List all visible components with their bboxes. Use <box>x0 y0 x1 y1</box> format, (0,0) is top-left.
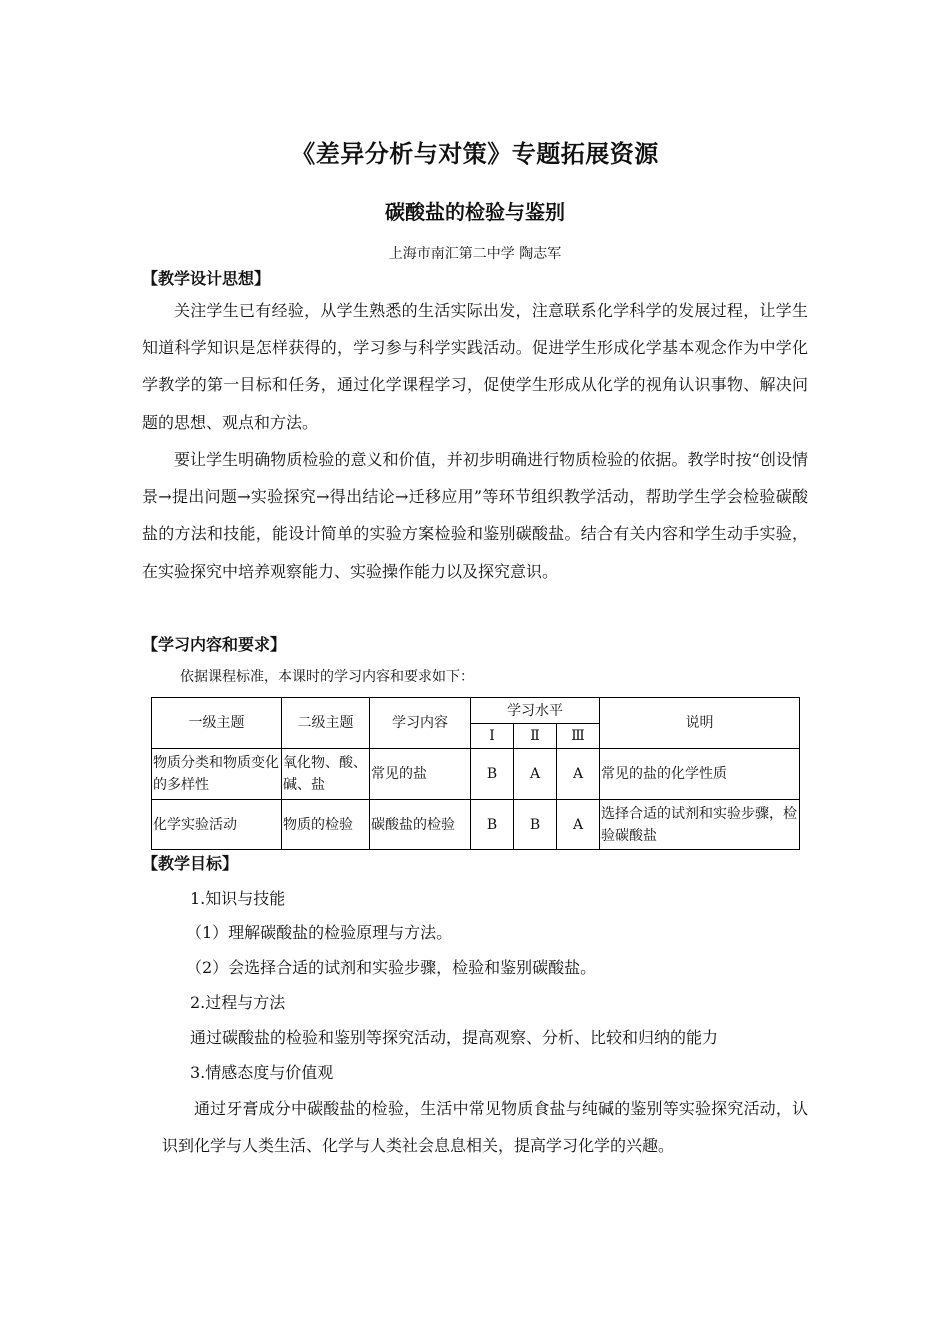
design-paragraph-1: 关注学生已有经验，从学生熟悉的生活实际出发，注意联系化学科学的发展过程，让学生知道科学知识是怎样获得的，学习参与科学实践活动。促进学生形成化学基本观念作为中学化学教学的第一目标和任务，通过化学课程学习，促使学生形成从化学的视角认识事物、解决问题的思想、观点和方法。 <box>142 301 808 432</box>
table-cell: 物质分类和物质变化的多样性 <box>152 749 282 800</box>
table-cell: 物质的检验 <box>282 800 370 850</box>
goal-attitude: 3.情感态度与价值观 <box>190 1063 334 1082</box>
table-cell: 常见的盐 <box>370 749 471 800</box>
table-cell: B <box>514 800 557 850</box>
table-cell: A <box>514 749 557 800</box>
header-content: 学习内容 <box>370 698 471 749</box>
header-note: 说明 <box>600 698 800 749</box>
header-level-3: Ⅲ <box>557 724 600 749</box>
table-cell: 常见的盐的化学性质 <box>600 749 800 800</box>
content-intro: 依据课程标准，本课时的学习内容和要求如下： <box>180 669 474 685</box>
goal-knowledge-item-2: （2）会选择合适的试剂和实验步骤，检验和鉴别碳酸盐。 <box>186 958 597 977</box>
table-row <box>152 749 800 800</box>
goal-knowledge: 1.知识与技能 <box>190 889 286 908</box>
header-level1-topic: 一级主题 <box>152 698 282 749</box>
goal-process: 2.过程与方法 <box>190 993 286 1012</box>
header-learning-level: 学习水平 <box>471 698 600 724</box>
table-row <box>152 800 800 850</box>
table-cell: 氧化物、酸、碱、盐 <box>282 749 370 800</box>
design-paragraph-2: 要让学生明确物质检验的意义和价值，并初步明确进行物质检验的依据。教学时按“创设情景→提出问题→实验探究→得出结论→迁移应用”等环节组织教学活动，帮助学生学会检验碳酸盐的方法和技能，能设计简单的实验方案检验和鉴别碳酸盐。结合有关内容和学生动手实验，在实验探究中培养观察能力、实验操作能力以及探究意识。 <box>142 450 808 581</box>
goal-knowledge-item-1: （1）理解碳酸盐的检验原理与方法。 <box>186 923 453 942</box>
table-cell: A <box>557 749 600 800</box>
content-heading: 【学习内容和要求】 <box>142 635 287 654</box>
author-line: 上海市南汇第二中学 陶志军 <box>388 246 562 262</box>
design-heading: 【教学设计思想】 <box>142 269 271 288</box>
requirements-table <box>151 697 800 850</box>
table-cell: B <box>471 800 514 850</box>
table-cell: B <box>471 749 514 800</box>
document-subtitle: 碳酸盐的检验与鉴别 <box>385 200 565 224</box>
table-cell: 碳酸盐的检验 <box>370 800 471 850</box>
header-level2-topic: 二级主题 <box>282 698 370 749</box>
document-title: 《差异分析与对策》专题拓展资源 <box>291 140 659 168</box>
header-level-1: Ⅰ <box>471 724 514 749</box>
goals-heading: 【教学目标】 <box>142 854 239 873</box>
table-cell: 选择合适的试剂和实验步骤，检验碳酸盐 <box>600 800 800 850</box>
table-cell: A <box>557 800 600 850</box>
header-level-2: Ⅱ <box>514 724 557 749</box>
goal-attitude-text: 通过牙膏成分中碳酸盐的检验，生活中常见物质食盐与纯碱的鉴别等实验探究活动，认识到化学与人类生活、化学与人类社会息息相关，提高学习化学的兴趣。 <box>162 1099 808 1156</box>
goal-process-text: 通过碳酸盐的检验和鉴别等探究活动，提高观察、分析、比较和归纳的能力 <box>190 1028 719 1047</box>
table-cell: 化学实验活动 <box>152 800 282 850</box>
